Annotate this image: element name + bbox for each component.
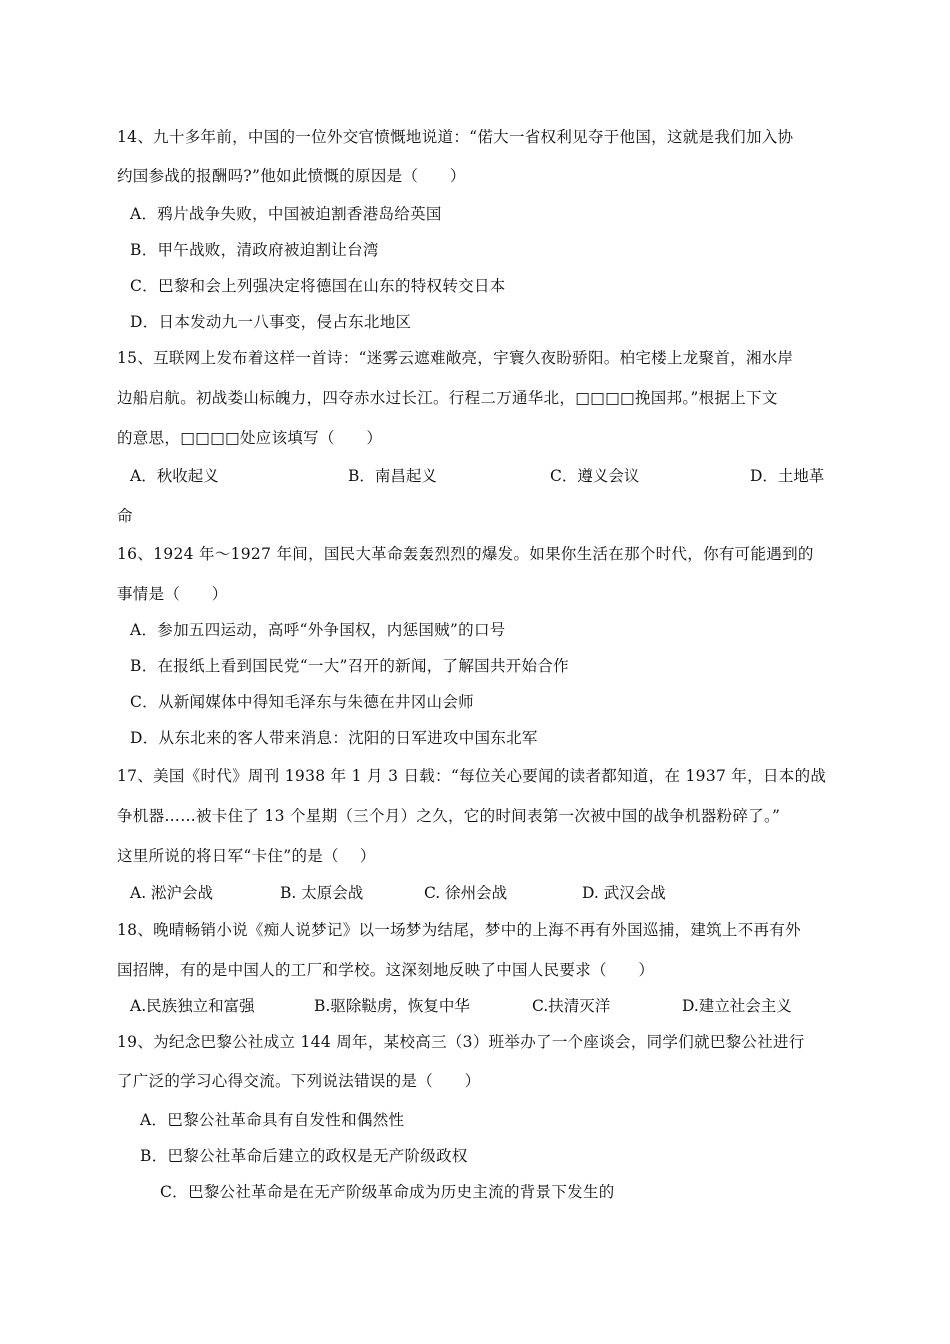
q17-option-d: D. 武汉会战 <box>582 884 666 902</box>
q18-option-c: C.扶清灭洋 <box>532 997 611 1015</box>
q16-stem-line2: 事情是（ ） <box>117 585 228 603</box>
q15-stem-line3: 的意思，□□□□处应该填写（ ） <box>117 429 383 447</box>
q19-option-b: B．巴黎公社革命后建立的政权是无产阶级政权 <box>140 1147 468 1165</box>
q15-stem-line2: 边船启航。初战娄山标魄力，四夺赤水过长江。行程二万通华北，□□□□挽国邦。”根据上下文 <box>117 389 778 407</box>
q17-stem-line1: 17、美国《时代》周刊 1938 年 1 月 3 日载：“每位关心要闻的读者都知道，在 1937 年，日本的战 <box>117 767 827 785</box>
q18-stem-line1: 18、晚晴畅销小说《痴人说梦记》以一场梦为结尾，梦中的上海不再有外国巡捕，建筑上不再有外 <box>117 921 801 939</box>
q18-option-a: A.民族独立和富强 <box>130 997 255 1015</box>
q14-stem-line2: 约国参战的报酬吗?”他如此愤慨的原因是（ ） <box>117 167 466 185</box>
q14-option-a: A．鸦片战争失败，中国被迫割香港岛给英国 <box>130 205 442 223</box>
q15-option-a: A．秋收起义 <box>130 467 219 485</box>
q17-option-a: A. 淞沪会战 <box>130 884 214 902</box>
q17-option-b: B. 太原会战 <box>280 884 364 902</box>
q14-option-d: D．日本发动九一八事变，侵占东北地区 <box>130 313 412 331</box>
q19-option-a: A．巴黎公社革命具有自发性和偶然性 <box>140 1111 405 1129</box>
q14-option-b: B．甲午战败，清政府被迫割让台湾 <box>130 241 379 259</box>
q19-option-c: C．巴黎公社革命是在无产阶级革命成为历史主流的背景下发生的 <box>160 1183 615 1201</box>
q15-option-b: B．南昌起义 <box>348 467 437 485</box>
q15-stem-line1: 15、互联网上发布着这样一首诗：“迷雾云遮难敞亮，宇寰久夜盼骄阳。柏宅楼上龙聚首，湘水岸 <box>117 349 794 367</box>
q16-option-d: D．从东北来的客人带来消息：沈阳的日军进攻中国东北军 <box>130 729 538 747</box>
q14-stem-line1: 14、九十多年前，中国的一位外交官愤慨地说道：“偌大一省权利见夺于他国，这就是我们加入协 <box>117 128 794 146</box>
q18-stem-line2: 国招牌，有的是中国人的工厂和学校。这深刻地反映了中国人民要求（ ） <box>117 961 655 979</box>
q18-option-d: D.建立社会主义 <box>682 997 792 1015</box>
q19-stem-line2: 了广泛的学习心得交流。下列说法错误的是（ ） <box>117 1072 481 1090</box>
q19-stem-line1: 19、为纪念巴黎公社成立 144 周年，某校高三（3）班举办了一个座谈会，同学们就巴黎公社进行 <box>117 1033 805 1051</box>
q16-option-b: B．在报纸上看到国民党“一大”召开的新闻，了解国共开始合作 <box>130 657 569 675</box>
q16-stem-line1: 16、1924 年～1927 年间，国民大革命轰轰烈烈的爆发。如果你生活在那个时代，你有可能遇到的 <box>117 545 814 563</box>
q15-options-row <box>0 466 950 486</box>
q15-option-c: C．遵义会议 <box>550 467 640 485</box>
q14-option-c: C．巴黎和会上列强决定将德国在山东的特权转交日本 <box>130 277 506 295</box>
q15-option-d: D．土地革 <box>750 467 825 485</box>
q17-stem-line2: 争机器……被卡住了 13 个星期（三个月）之久，它的时间表第一次被中国的战争机器粉碎了。” <box>117 807 781 825</box>
q16-option-a: A．参加五四运动，高呼“外争国权，内惩国贼”的口号 <box>130 621 506 639</box>
q16-option-c: C．从新闻媒体中得知毛泽东与朱德在井冈山会师 <box>130 693 474 711</box>
q18-options-row <box>0 996 950 1016</box>
q17-options-row <box>0 883 950 903</box>
q18-option-b: B.驱除鞑虏，恢复中华 <box>314 997 470 1015</box>
q17-option-c: C. 徐州会战 <box>424 884 508 902</box>
q17-stem-line3: 这里所说的将日军“卡住”的是（ ） <box>117 847 376 865</box>
q15-option-d-wrap: 命 <box>117 507 133 525</box>
